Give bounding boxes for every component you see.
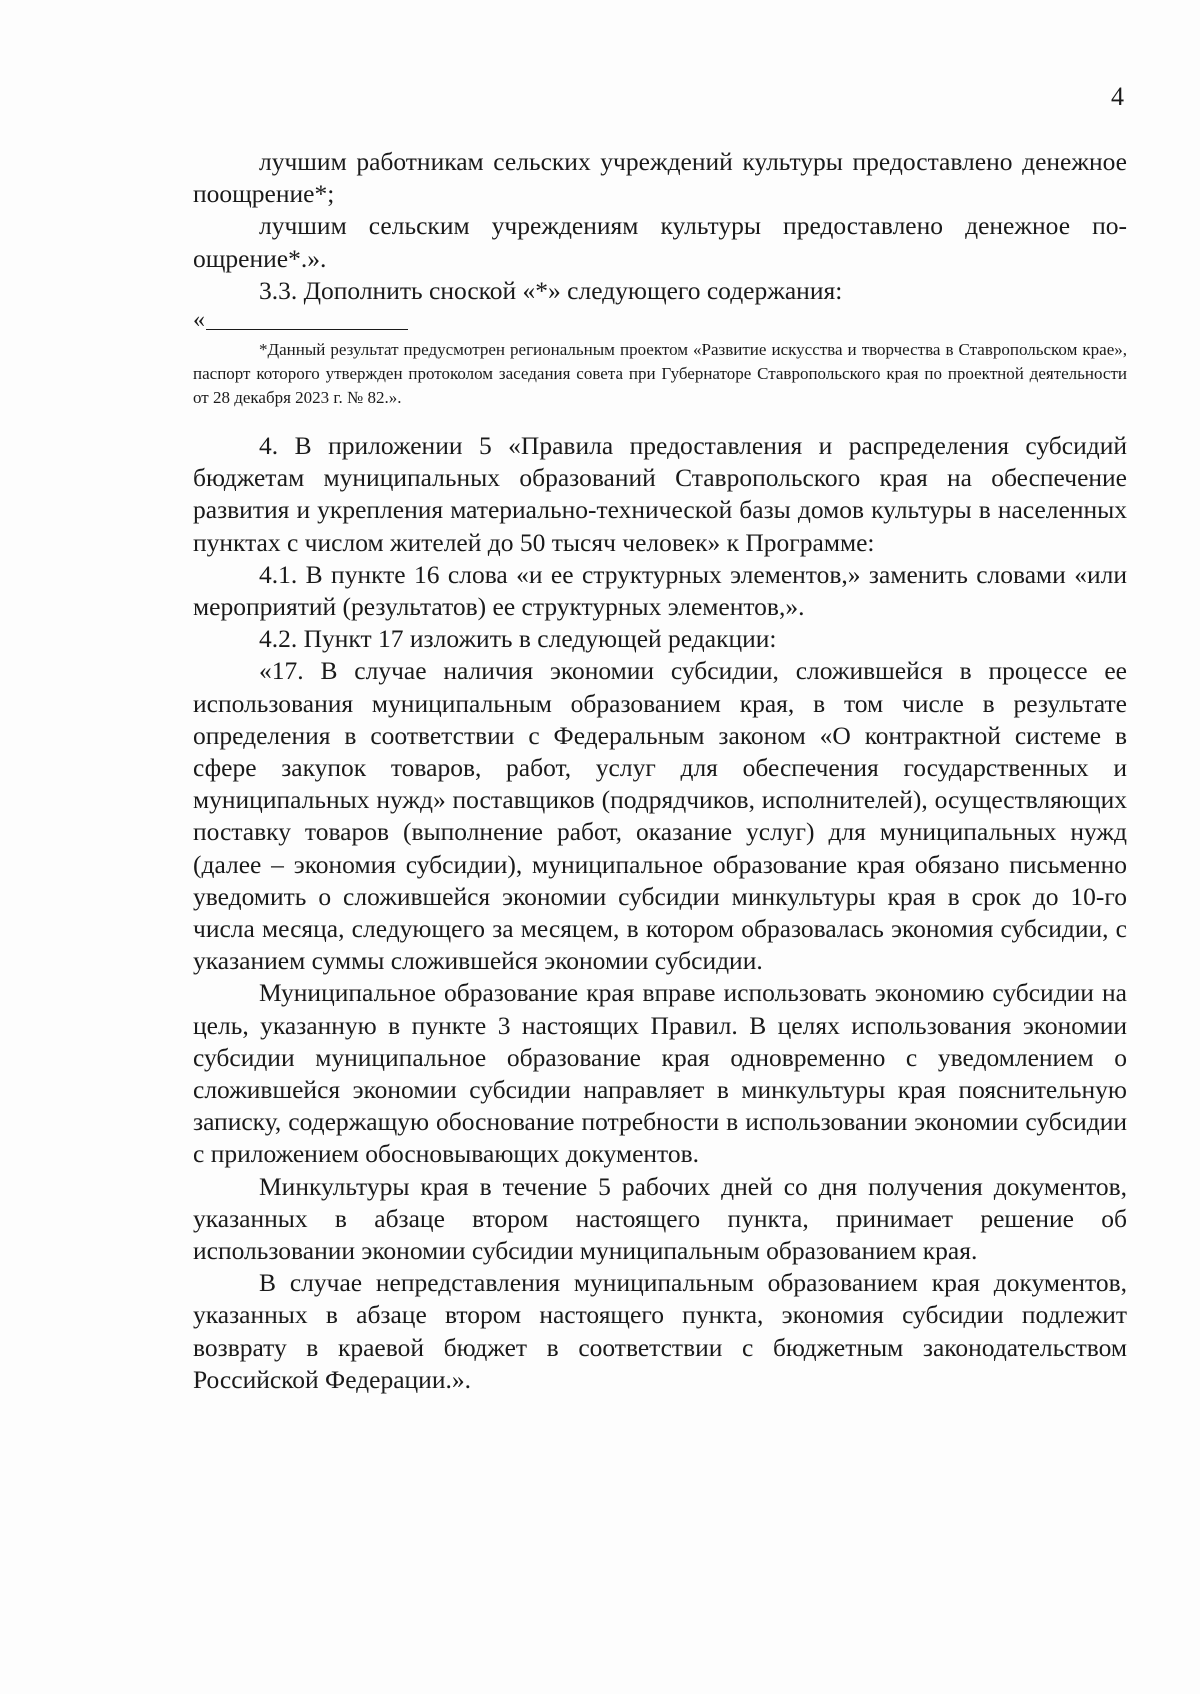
paragraph: В случае непредставления муниципальным образованием края документов, указанных в абзаце втором настоящего пункта, экономия субсидии подлежит возврату в краевой бюджет в соответствии с бюджетным законодательством Российской Федерации.». [193,1268,1127,1394]
paragraph: лучшим работникам сельских учреждений культуры предоставлено денежное поощрение*; [193,147,1127,209]
paragraph: 3.3. Дополнить сноской «*» следующего содержания: [259,275,843,305]
page-number: 4 [1111,82,1124,111]
footnote-separator [206,329,408,330]
paragraph: 4.2. Пункт 17 изложить в следующей редакции: [259,624,777,654]
footnote [193,338,1127,410]
paragraph: Минкультуры края в течение 5 рабочих дней со дня получения документов, указанных в абзаце втором настоящего пункта, принимает решение об использовании экономии субсидии муниципальным образованием края. [193,1171,1127,1266]
paragraph: лучшим сельским учреждениям культуры предоставлено денежное поощрение*.». [193,211,1127,273]
paragraph: 4.1. В пункте 16 слова «и ее структурных элементов,» заменить словами «или мероприятий (результатов) ее структурных элементов,». [193,559,1127,622]
text-block-main [193,430,1127,1396]
footnote-text: *Данный результат предусмотрен региональным проектом «Развитие искусства и творчества в Ставропольском крае», паспорт которого утвержден протоколом заседания совета при Губернаторе Ставропольского края по проектной деятельности от 28 декабря 2023 г. № 82.». [193,340,1127,407]
paragraph: 4. В приложении 5 «Правила предоставления и распределения субсидий бюджетам муниципальных образований Ставропольского края на обеспечение развития и укрепления материально-технической базы домов культуры в населенных пунктах с числом жителей до 50 тысяч человек» к Программе: [193,431,1127,557]
paragraph: «17. В случае наличия экономии субсидии, сложившейся в процессе ее использования муниципальным образованием края, в том числе в результате определения в соответствии с Федеральным законом «О контрактной системе в сфере закупок товаров, работ, услуг для обеспечения государственных и муниципальных нужд» поставщиков (подрядчиков, исполнителей), осуществляющих поставку товаров (выполнение работ, оказание услуг) для муниципальных нужд (далее – экономия субсидии), муниципальное образование края обязано письменно уведомить о сложившейся экономии субсидии минкультуры края в срок до 10-го числа месяца, следующего за месяцем, в котором образовалась экономия субсидии, с указанием суммы сложившейся экономии субсидии. [193,656,1127,976]
footnote-opening-quote: « [193,307,205,333]
text-block-top [193,146,1127,307]
paragraph: Муниципальное образование края вправе использовать экономию субсидии на цель, указанную в пункте 3 настоящих Правил. В целях использования экономии субсидии муниципальное образование края одновременно с уведомлением о сложившейся экономии субсидии направляет в минкультуры края пояснительную записку, содержащую обоснование потребности в использовании экономии субсидии с приложением обосновывающих документов. [193,978,1127,1169]
